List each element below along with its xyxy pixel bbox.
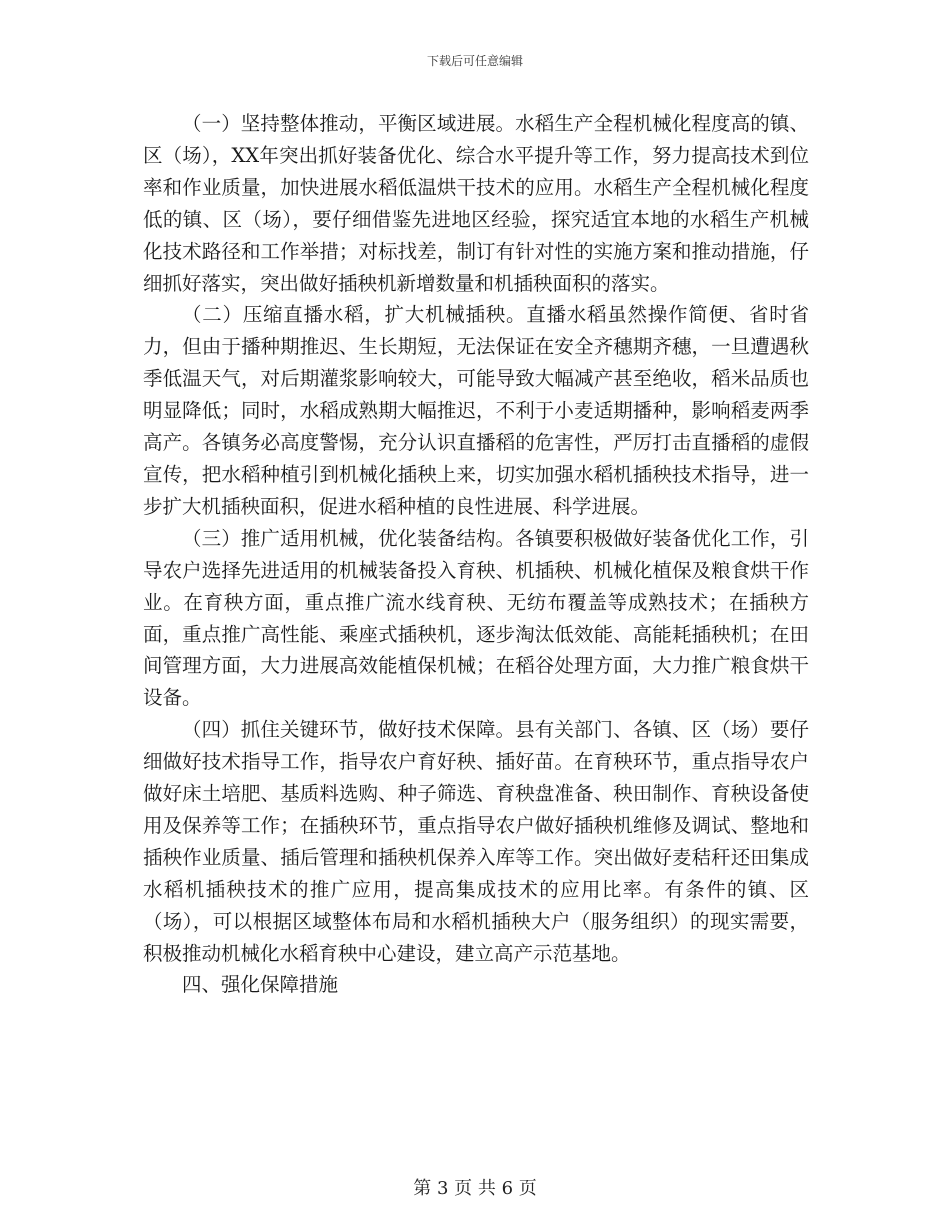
page-header: 下载后可任意编辑: [426, 54, 523, 68]
page-number-footer: 第 3 页 共 6 页: [413, 1178, 537, 1199]
paragraph-3: （三）推广适用机械，优化装备结构。各镇要积极做好装备优化工作，引导农户选择先进适用的机械装备投入育秧、机插秧、机械化植保及粮食烘干作业。在育秧方面，重点推广流水线育秧、无纺布覆盖等成熟技术；在插秧方面，重点推广高性能、乘座式插秧机，逐步淘汰低效能、高能耗插秧机；在田间管理方面，大力进展高效能植保机械；在稻谷处理方面，大力推广粮食烘干设备。: [143, 526, 809, 710]
paragraph-4: （四）抓住关键环节，做好技术保障。县有关部门、各镇、区（场）要仔细做好技术指导工作，指导农户育好秧、插好苗。在育秧环节，重点指导农户做好床土培肥、基质料选购、种子筛选、育秧盘准备、秧田制作、育秧设备使用及保养等工作；在插秧环节，重点指导农户做好插秧机维修及调试、整地和插秧作业质量、插后管理和插秧机保养入库等工作。突出做好麦秸秆还田集成水稻机插秧技术的推广应用，提高集成技术的应用比率。有条件的镇、区（场），可以根据区域整体布局和水稻机插秧大户（服务组织）的现实需要，积极推动机械化水稻育秧中心建设，建立高产示范基地。: [143, 718, 809, 965]
paragraph-1: （一）坚持整体推动，平衡区域进展。水稻生产全程机械化程度高的镇、区（场），XX年突出抓好装备优化、综合水平提升等工作，努力提高技术到位率和作业质量，加快进展水稻低温烘干技术的应用。水稻生产全程机械化程度低的镇、区（场），要仔细借鉴先进地区经验，探究适宜本地的水稻生产机械化技术路径和工作举措；对标找差，制订有针对性的实施方案和推动措施，仔细抓好落实，突出做好插秧机新增数量和机插秧面积的落实。: [143, 112, 809, 295]
document-body: [143, 108, 809, 1001]
section-heading: 四、强化保障措施: [182, 973, 339, 997]
paragraph-2: （二）压缩直播水稻，扩大机械插秧。直播水稻虽然操作简便、省时省力，但由于播种期推迟、生长期短，无法保证在安全齐穗期齐穗，一旦遭遇秋季低温天气，对后期灌浆影响较大，可能导致大幅减产甚至绝收，稻米品质也明显降低；同时，水稻成熟期大幅推迟，不利于小麦适期播种，影响稻麦两季高产。各镇务必高度警惕，充分认识直播稻的危害性，严厉打击直播稻的虚假宣传，把水稻种植引到机械化插秧上来，切实加强水稻机插秧技术指导，进一步扩大机插秧面积，促进水稻种植的良性进展、科学进展。: [143, 303, 809, 518]
